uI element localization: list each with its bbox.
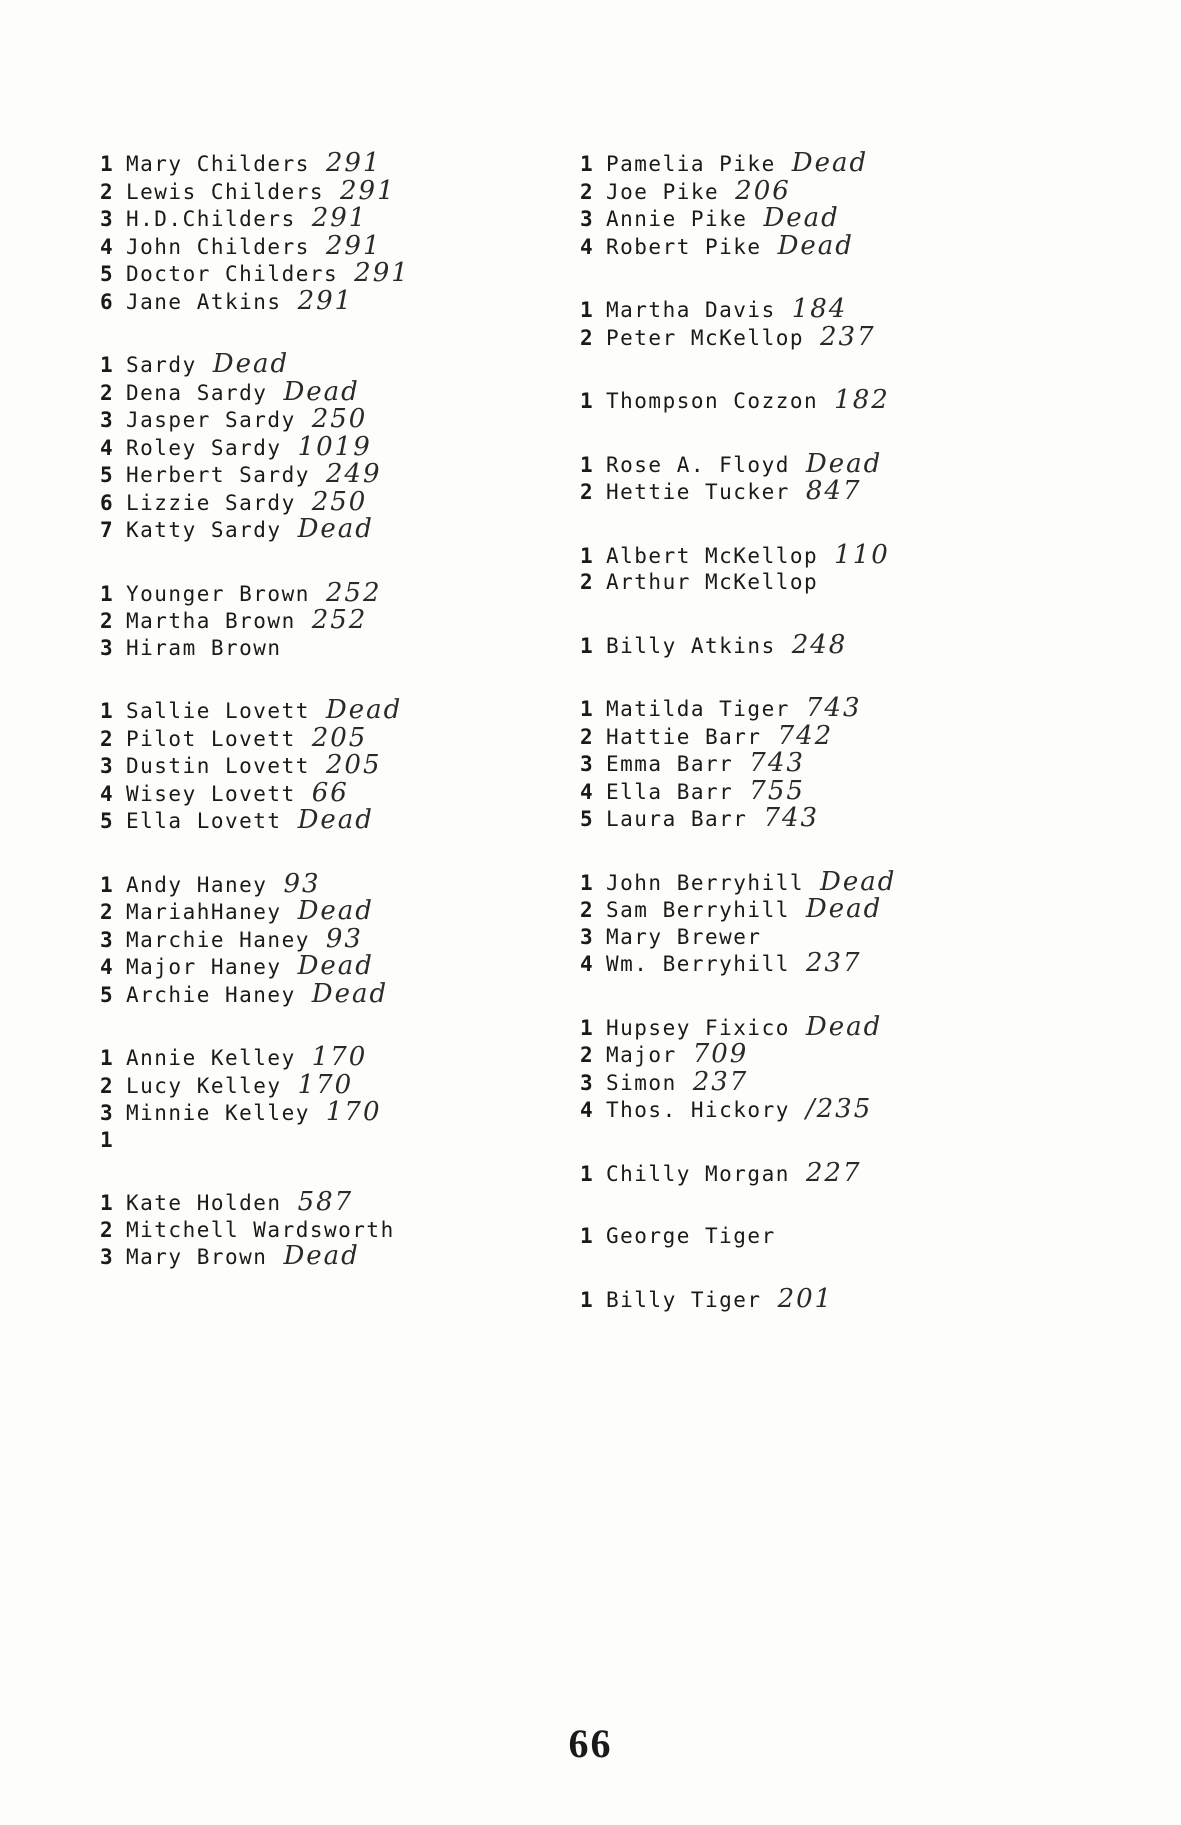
entry-name: Annie Kelley <box>126 1046 296 1070</box>
family-group <box>580 695 1100 833</box>
entry-number: 3 <box>100 754 115 778</box>
entry-number: 2 <box>580 480 595 504</box>
roll-entry <box>580 1096 1100 1124</box>
entry-name: MariahHaney <box>126 900 282 924</box>
entry-number: 6 <box>100 289 115 314</box>
entry-number: 1 <box>580 633 595 658</box>
handwritten-note: 93 <box>283 868 321 899</box>
entry-name: John Childers <box>126 234 310 259</box>
roll-entry <box>100 635 620 662</box>
roll-entry <box>100 431 620 462</box>
roll-entry <box>100 516 620 544</box>
entry-name: Pamelia Pike <box>606 152 776 176</box>
entry-name: Roley Sardy <box>126 435 282 460</box>
family-group <box>580 150 1100 260</box>
roll-entry <box>580 1066 1100 1097</box>
entry-name: Mary Childers <box>126 152 310 176</box>
roll-entry <box>580 1157 1100 1188</box>
roll-entry <box>100 953 620 981</box>
handwritten-note: 93 <box>325 923 363 954</box>
roll-entry <box>100 978 620 1009</box>
family-group <box>580 296 1100 351</box>
roll-entry <box>580 805 1100 833</box>
entry-number: 1 <box>580 543 595 568</box>
entry-number: 1 <box>580 1224 595 1248</box>
entry-number: 2 <box>100 179 115 204</box>
handwritten-note: 291 <box>354 258 410 288</box>
roll-entry <box>100 697 620 725</box>
roll-entry <box>100 406 620 434</box>
roll-entry <box>580 896 1100 924</box>
handwritten-note: 291 <box>340 175 396 206</box>
roll-entry <box>580 175 1100 206</box>
entry-number: 2 <box>580 570 595 594</box>
handwritten-note: 170 <box>311 1042 368 1072</box>
entry-number: 4 <box>580 952 595 976</box>
handwritten-note: 206 <box>735 175 791 206</box>
entry-name: Laura Barr <box>606 807 748 831</box>
entry-number: 3 <box>100 408 115 432</box>
entry-name: Simon <box>606 1070 677 1095</box>
entry-name: Chilly Morgan <box>606 1161 790 1186</box>
entry-number: 4 <box>100 781 115 806</box>
entry-number: 2 <box>580 1043 595 1067</box>
entry-number: 1 <box>580 298 595 322</box>
entry-name: Albert McKellop <box>606 543 819 568</box>
family-group <box>580 539 1100 596</box>
entry-name: Arthur McKellop <box>606 570 819 594</box>
handwritten-note: Dead <box>325 695 403 725</box>
roll-entry <box>580 866 1100 897</box>
entry-name: Dena Sardy <box>126 380 268 405</box>
family-group <box>580 1223 1100 1250</box>
roll-entry <box>580 695 1100 723</box>
roll-entry <box>580 150 1100 178</box>
left-column <box>100 150 620 1307</box>
entry-number: 4 <box>100 234 115 259</box>
entry-name: H.D.Childers <box>126 207 296 231</box>
handwritten-note: 252 <box>325 577 382 608</box>
entry-name: Mary Brewer <box>606 924 762 949</box>
handwritten-note: Dead <box>283 376 360 407</box>
entry-number: 3 <box>580 1070 595 1095</box>
entry-number: 4 <box>580 1098 595 1122</box>
handwritten-note: 170 <box>325 1097 382 1127</box>
roll-entry <box>580 775 1100 806</box>
entry-name: Andy Haney <box>126 872 268 897</box>
family-group <box>580 1011 1100 1124</box>
entry-name: George Tiger <box>606 1224 776 1248</box>
entry-number: 1 <box>580 152 595 176</box>
entry-name: Younger Brown <box>126 581 310 606</box>
entry-number: 1 <box>100 152 115 176</box>
entry-number: 2 <box>100 1217 115 1242</box>
entry-number: 5 <box>580 807 595 831</box>
handwritten-note: /235 <box>805 1094 873 1124</box>
roll-entry <box>580 1011 1100 1042</box>
handwritten-note: 182 <box>834 385 890 415</box>
entry-name: Lewis Childers <box>126 179 325 204</box>
entry-name: Minnie Kelley <box>126 1101 310 1125</box>
roll-entry <box>100 1127 620 1154</box>
entry-name: Billy Atkins <box>606 633 776 658</box>
handwritten-note: 743 <box>749 748 805 778</box>
entry-name: Martha Brown <box>126 609 296 633</box>
roll-entry <box>100 150 620 178</box>
handwritten-note: Dead <box>777 230 854 261</box>
entry-name: Wm. Berryhill <box>606 952 790 976</box>
entry-number: 4 <box>100 955 115 979</box>
entry-name: Martha Davis <box>606 298 776 322</box>
entry-name: Jane Atkins <box>126 289 282 314</box>
entry-name: Pilot Lovett <box>126 726 296 751</box>
entry-number: 2 <box>100 1073 115 1098</box>
family-group <box>100 351 620 544</box>
entry-name: Kate Holden <box>126 1191 282 1215</box>
entry-number: 3 <box>100 1101 115 1125</box>
handwritten-note: Dead <box>763 203 840 233</box>
roll-entry <box>100 807 620 835</box>
handwritten-note: 709 <box>692 1039 749 1069</box>
entry-name: Jasper Sardy <box>126 408 296 432</box>
entry-number: 1 <box>100 581 115 606</box>
family-group <box>100 697 620 835</box>
family-group <box>100 1189 620 1271</box>
roll-entry <box>100 351 620 379</box>
handwritten-note: Dead <box>297 896 374 926</box>
handwritten-note: Dead <box>311 978 389 1009</box>
handwritten-note: 170 <box>297 1069 354 1100</box>
roll-entry <box>100 752 620 780</box>
entry-name: Joe Pike <box>606 179 720 204</box>
roll-entry <box>580 720 1100 751</box>
family-group <box>100 868 620 1009</box>
entry-number: 1 <box>100 1127 115 1152</box>
roll-entry <box>100 461 620 489</box>
entry-number: 5 <box>100 809 115 833</box>
entry-name: Thompson Cozzon <box>606 389 819 413</box>
entry-number: 1 <box>580 1161 595 1186</box>
handwritten-note: 250 <box>311 404 368 434</box>
roll-entry <box>580 478 1100 506</box>
right-column <box>580 150 1100 1349</box>
handwritten-note: 237 <box>805 948 862 978</box>
entry-number: 1 <box>100 872 115 897</box>
handwritten-note: 205 <box>325 750 382 780</box>
entry-number: 2 <box>100 900 115 924</box>
handwritten-note: 291 <box>325 230 382 261</box>
handwritten-note: 66 <box>311 777 349 808</box>
entry-number: 2 <box>100 380 115 405</box>
entry-number: 3 <box>100 927 115 952</box>
roll-entry <box>100 722 620 753</box>
entry-name: Mitchell Wardsworth <box>126 1217 395 1242</box>
entry-name: Matilda Tiger <box>606 697 790 721</box>
entry-number: 2 <box>100 726 115 751</box>
roll-entry <box>100 1243 620 1271</box>
entry-name: Hiram Brown <box>126 635 282 660</box>
entry-number: 5 <box>100 463 115 487</box>
handwritten-note: 227 <box>805 1157 862 1188</box>
entry-name: John Berryhill <box>606 870 805 895</box>
entry-number: 3 <box>580 207 595 231</box>
roll-entry <box>100 486 620 517</box>
entry-name: Peter McKellop <box>606 325 805 350</box>
handwritten-note: 250 <box>311 486 368 517</box>
handwritten-note: Dead <box>805 1011 883 1042</box>
roll-entry <box>580 448 1100 479</box>
entry-number: 1 <box>100 353 115 377</box>
entry-name: Hattie Barr <box>606 724 762 749</box>
entry-name: Ella Barr <box>606 779 734 804</box>
roll-entry <box>100 868 620 899</box>
entry-name: Herbert Sardy <box>126 463 310 487</box>
handwritten-note: 201 <box>777 1283 834 1314</box>
handwritten-note: Dead <box>805 894 883 924</box>
entry-number: 5 <box>100 262 115 286</box>
handwritten-note: 1019 <box>297 431 372 462</box>
roll-entry <box>100 1044 620 1072</box>
roll-entry <box>100 175 620 206</box>
entry-name: Sam Berryhill <box>606 898 790 922</box>
roll-entry <box>580 1283 1100 1314</box>
roll-entry <box>580 1041 1100 1069</box>
roll-entry <box>580 629 1100 660</box>
family-group <box>100 150 620 315</box>
handwritten-note: Dead <box>297 805 374 835</box>
handwritten-note: 743 <box>805 693 862 723</box>
family-group <box>100 577 620 662</box>
entry-name: Annie Pike <box>606 207 748 231</box>
entry-name: Sardy <box>126 353 197 377</box>
roll-entry <box>580 205 1100 233</box>
roll-entry <box>100 607 620 635</box>
handwritten-note: Dead <box>283 1241 360 1271</box>
roll-entry <box>100 923 620 954</box>
roll-entry <box>580 569 1100 596</box>
handwritten-note: 847 <box>805 476 862 506</box>
entry-number: 3 <box>580 924 595 949</box>
roll-entry <box>580 1223 1100 1250</box>
entry-number: 1 <box>580 452 595 477</box>
handwritten-note: 184 <box>791 294 848 324</box>
roll-entry <box>580 924 1100 951</box>
entry-number: 2 <box>580 724 595 749</box>
family-group <box>580 387 1100 415</box>
roll-entry <box>100 205 620 233</box>
entry-name: Marchie Haney <box>126 927 310 952</box>
family-group <box>580 448 1100 506</box>
roll-entry <box>580 539 1100 570</box>
entry-number: 3 <box>100 207 115 231</box>
handwritten-note: 743 <box>763 803 820 833</box>
entry-number: 1 <box>580 1015 595 1040</box>
entry-number: 3 <box>100 635 115 660</box>
entry-number: 1 <box>580 389 595 413</box>
entry-number: 5 <box>100 982 115 1007</box>
handwritten-note: 249 <box>325 459 382 489</box>
handwritten-note: 587 <box>297 1187 354 1217</box>
entry-name: Emma Barr <box>606 752 734 776</box>
handwritten-note: 291 <box>297 285 354 316</box>
roll-entry <box>580 387 1100 415</box>
entry-number: 1 <box>100 1046 115 1070</box>
page-number: 66 <box>568 1721 613 1766</box>
entry-name: Doctor Childers <box>126 262 339 286</box>
handwritten-note: 237 <box>820 321 876 352</box>
entry-name: Archie Haney <box>126 982 296 1007</box>
roll-entry <box>100 285 620 316</box>
family-group <box>100 1044 620 1153</box>
entry-name: Major <box>606 1043 677 1067</box>
entry-name: Hupsey Fixico <box>606 1015 790 1040</box>
entry-name: Dustin Lovett <box>126 754 310 778</box>
family-group <box>580 1283 1100 1314</box>
handwritten-note: Dead <box>297 951 374 981</box>
entry-name: Thos. Hickory <box>606 1098 790 1122</box>
entry-name: Rose A. Floyd <box>606 452 790 477</box>
roll-entry <box>100 230 620 261</box>
roll-entry <box>580 750 1100 778</box>
roll-entry <box>580 321 1100 352</box>
family-group <box>580 629 1100 660</box>
roll-entry <box>100 898 620 926</box>
entry-number: 1 <box>100 699 115 723</box>
handwritten-note: Dead <box>791 148 869 178</box>
handwritten-note: Dead <box>820 866 897 897</box>
entry-name: Lucy Kelley <box>126 1073 282 1098</box>
entry-number: 2 <box>580 898 595 922</box>
handwritten-note: Dead <box>212 349 290 379</box>
roll-entry <box>580 950 1100 978</box>
entry-name: Katty Sardy <box>126 518 282 542</box>
entry-number: 6 <box>100 490 115 515</box>
handwritten-note: 110 <box>834 539 890 570</box>
family-group <box>580 1157 1100 1188</box>
entry-name: Billy Tiger <box>606 1287 762 1312</box>
entry-number: 1 <box>580 697 595 721</box>
entry-number: 1 <box>100 1191 115 1215</box>
roll-entry <box>580 230 1100 261</box>
roll-entry <box>100 1217 620 1244</box>
entry-number: 7 <box>100 518 115 542</box>
roll-entry <box>580 296 1100 324</box>
entry-number: 3 <box>580 752 595 776</box>
entry-name: Wisey Lovett <box>126 781 296 806</box>
roll-entry <box>100 260 620 288</box>
entry-number: 2 <box>580 179 595 204</box>
entry-name: Mary Brown <box>126 1245 268 1269</box>
handwritten-note: Dead <box>297 514 374 544</box>
entry-number: 4 <box>580 234 595 259</box>
handwritten-note: 237 <box>692 1066 749 1097</box>
roll-entry <box>100 1099 620 1127</box>
entry-number: 2 <box>100 609 115 633</box>
roll-entry <box>100 1189 620 1217</box>
entry-number: 4 <box>100 435 115 460</box>
handwritten-note: 252 <box>311 605 368 635</box>
entry-number: 4 <box>580 779 595 804</box>
entry-number: 1 <box>580 870 595 895</box>
roll-entry <box>100 1069 620 1100</box>
entry-name: Major Haney <box>126 955 282 979</box>
entry-name: Lizzie Sardy <box>126 490 296 515</box>
entry-name: Sallie Lovett <box>126 699 310 723</box>
handwritten-note: 755 <box>749 775 805 806</box>
handwritten-note: 291 <box>311 203 368 233</box>
handwritten-note: 205 <box>311 722 368 753</box>
handwritten-note: 742 <box>777 720 834 751</box>
handwritten-note: Dead <box>805 448 883 479</box>
entry-name: Robert Pike <box>606 234 762 259</box>
handwritten-note: 291 <box>325 148 382 178</box>
roll-entry <box>100 376 620 407</box>
entry-number: 1 <box>580 1287 595 1312</box>
roll-entry <box>100 577 620 608</box>
entry-number: 2 <box>580 325 595 350</box>
entry-number: 3 <box>100 1245 115 1269</box>
family-group <box>580 866 1100 978</box>
entry-name: Hettie Tucker <box>606 480 790 504</box>
entry-name: Ella Lovett <box>126 809 282 833</box>
roll-entry <box>100 777 620 808</box>
handwritten-note: 248 <box>791 629 848 660</box>
